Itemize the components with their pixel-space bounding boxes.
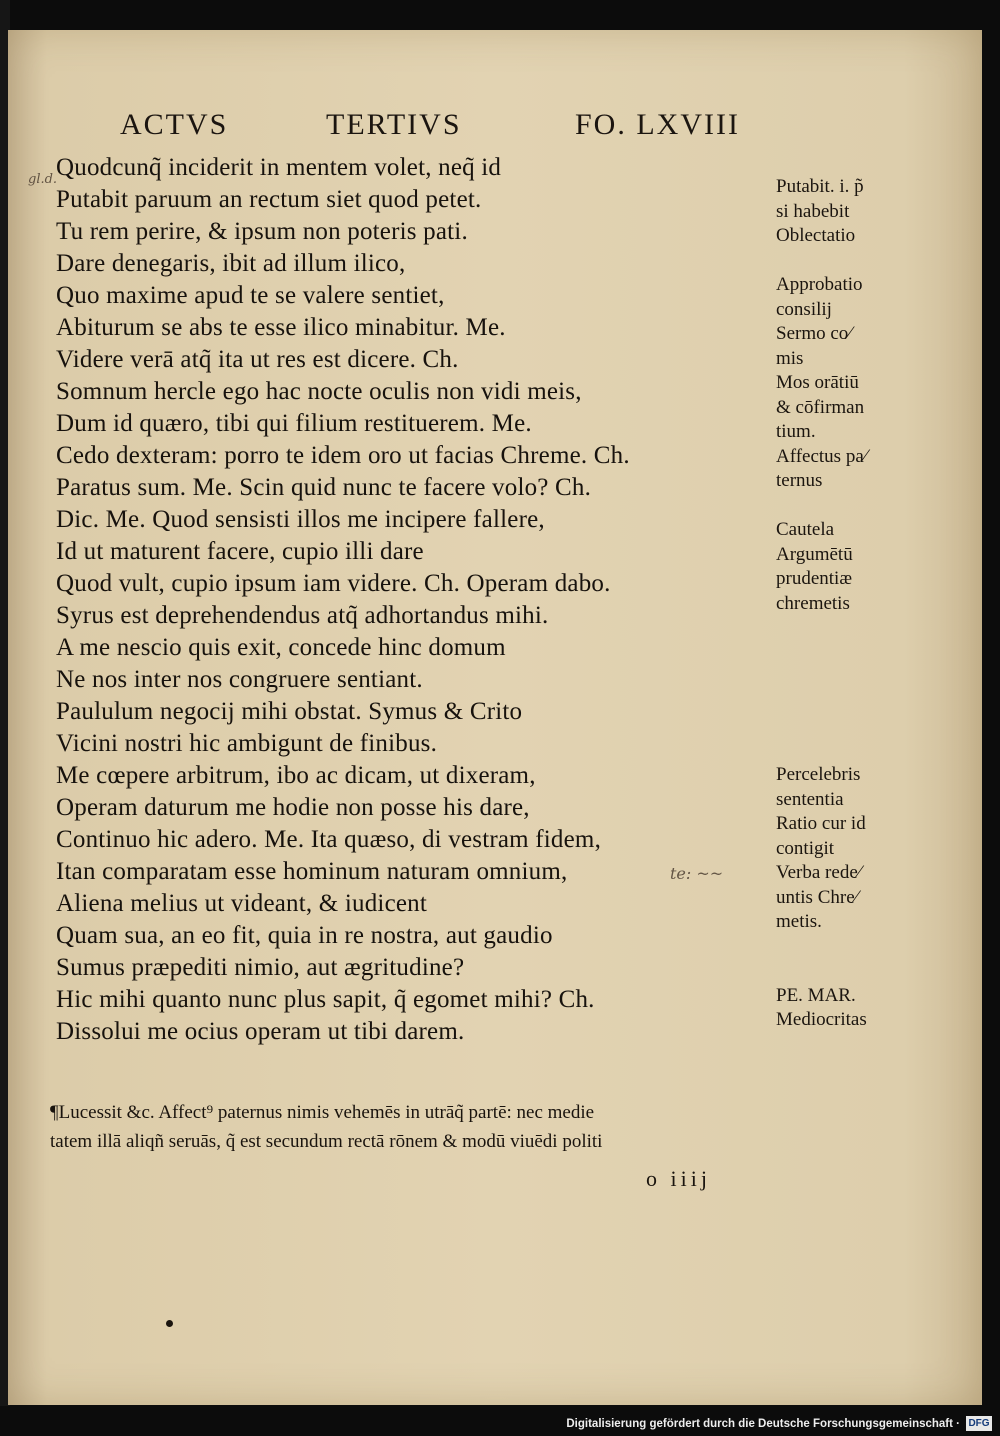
margin-note: Mos orātiū <box>776 372 859 393</box>
verse-line: Hic mihi quanto nunc plus sapit, q̃ egomet mihi? Ch. <box>56 986 595 1013</box>
running-head-center: TERTIVS <box>326 108 462 141</box>
verse-line: A me nescio quis exit, concede hinc domum <box>56 634 506 661</box>
margin-note: Putabit. i. p̃ <box>776 176 864 197</box>
margin-note: Oblectatio <box>776 225 856 246</box>
verse-line: Putabit paruum an rectum siet quod petet. <box>56 186 482 213</box>
verse-line: Paululum negocij mihi obstat. Symus & Crito <box>56 698 523 725</box>
commentary <box>50 1098 830 1156</box>
verse-line: Dare denegaris, ibit ad illum ilico, <box>56 250 406 277</box>
margin-note: Argumētū <box>776 543 853 565</box>
running-head <box>8 108 982 148</box>
verse-line: Paratus sum. Me. Scin quid nunc te facere volo? Ch. <box>56 474 592 501</box>
margin-notes <box>776 175 976 1115</box>
dfg-logo: DFG <box>966 1416 992 1431</box>
verse-text <box>56 152 756 1048</box>
verse-line: Continuo hic adero. Me. Ita quæso, di vestram fidem, <box>56 826 602 853</box>
verse-line: Vicini nostri hic ambigunt de finibus. <box>56 730 438 757</box>
book-page <box>8 30 982 1405</box>
margin-note: prudentiæ <box>776 568 852 589</box>
running-head-left: ACTVS <box>120 108 229 141</box>
verse-line: Id ut maturent facere, cupio illi dare <box>56 538 424 565</box>
margin-note: metis. <box>776 911 822 932</box>
margin-note: PE. MAR. <box>776 984 856 1006</box>
margin-note: tium. <box>776 421 816 442</box>
signature-mark: o iiij <box>646 1166 711 1191</box>
verse-line: Quam sua, an eo fit, quia in re nostra, aut gaudio <box>56 922 553 949</box>
commentary-line: tatem illā aliqñ seruās, q̃ est secundum rectā rōnem & modū viuēdi politi <box>50 1131 603 1152</box>
verse-line: Quodcunq̃ inciderit in mentem volet, neq̃ id <box>56 154 502 181</box>
verse-line: Tu rem perire, & ipsum non poteris pati. <box>56 218 468 245</box>
verse-line: Syrus est deprehendendus atq̃ adhortandus mihi. <box>56 602 549 629</box>
verse-line: Abiturum se abs te esse ilico minabitur. Me. <box>56 314 506 341</box>
margin-note: sententia <box>776 788 844 810</box>
margin-note: Percelebris <box>776 764 861 785</box>
margin-note: Approbatio <box>776 274 863 295</box>
margin-note: Sermo co⁄ <box>776 323 852 344</box>
handwritten-annotation: gl.d. <box>28 172 58 187</box>
margin-note: consilij <box>776 298 832 320</box>
commentary-line: ¶Lucessit &c. Affect⁹ paternus nimis vehemēs in utrāq̃ partē: nec medie <box>50 1102 595 1123</box>
verse-line: Cedo dexteram: porro te idem oro ut facias Chreme. Ch. <box>56 442 630 469</box>
verse-line: Dic. Me. Quod sensisti illos me incipere fallere, <box>56 506 545 533</box>
margin-note: ternus <box>776 470 823 491</box>
margin-note: contigit <box>776 837 835 859</box>
margin-note: Cautela <box>776 519 835 540</box>
margin-note: Ratio cur id <box>776 813 866 834</box>
verse-line: Quo maxime apud te se valere sentiet, <box>56 282 445 309</box>
ink-dot <box>166 1320 173 1327</box>
verse-line: Dissolui me ocius operam ut tibi darem. <box>56 1018 465 1045</box>
verse-line: Videre verā atq̃ ita ut res est dicere. Ch. <box>56 346 459 373</box>
margin-note: & cōfirman <box>776 396 865 418</box>
margin-note: Mediocritas <box>776 1009 867 1030</box>
verse-line: Aliena melius ut videant, & iudicent <box>56 890 428 917</box>
verse-line: Somnum hercle ego hac nocte oculis non vidi meis, <box>56 378 582 405</box>
margin-note: Verba rede⁄ <box>776 862 861 883</box>
verse-line: Dum id quæro, tibi qui filium restituerem. Me. <box>56 410 532 437</box>
verse-line: Quod vult, cupio ipsum iam videre. Ch. Operam dabo. <box>56 570 611 597</box>
verse-line: Operam daturum me hodie non posse his dare, <box>56 794 530 821</box>
verse-line: Me cœpere arbitrum, ibo ac dicam, ut dixeram, <box>56 762 536 789</box>
handwritten-annotation: te: ~~ <box>670 864 724 883</box>
verse-line: Ne nos inter nos congruere sentiant. <box>56 666 423 693</box>
verse-line: Itan comparatam esse hominum naturam omnium, <box>56 858 568 885</box>
margin-note: untis Chre⁄ <box>776 886 858 908</box>
margin-note: si habebit <box>776 200 850 222</box>
margin-note: Affectus pa⁄ <box>776 445 867 467</box>
verse-line: Sumus præpediti nimio, aut ægritudine? <box>56 954 465 981</box>
digitization-credit: Digitalisierung gefördert durch die Deutsche Forschungsgemeinschaft · <box>566 1418 960 1430</box>
margin-note: mis <box>776 347 804 369</box>
folio-number: FO. LXVIII <box>575 108 740 141</box>
margin-note: chremetis <box>776 592 850 614</box>
